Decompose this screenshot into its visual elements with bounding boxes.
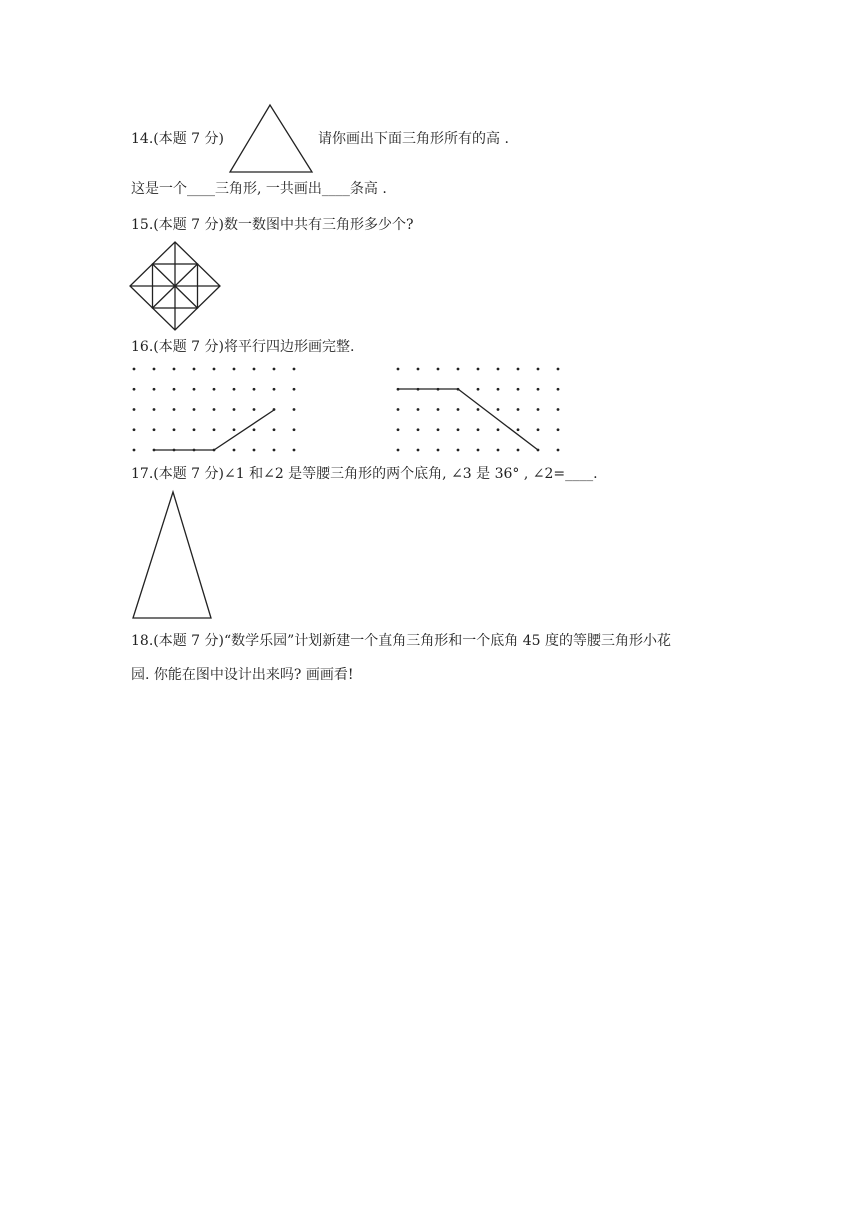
grid-dot <box>173 408 176 411</box>
grid-dot <box>557 428 560 431</box>
grid-dot <box>517 449 520 452</box>
grid-dot <box>173 428 176 431</box>
grid-dot <box>233 449 236 452</box>
grid-dot <box>517 368 520 371</box>
grid-dot <box>557 408 560 411</box>
grid-dot <box>153 368 156 371</box>
q14-triangle-figure <box>226 102 316 176</box>
grid-dot <box>133 408 136 411</box>
grid-dot <box>193 388 196 391</box>
grid-dot <box>517 428 520 431</box>
grid-dot <box>477 428 480 431</box>
grid-dot <box>437 408 440 411</box>
grid-dot <box>133 428 136 431</box>
grid-dot <box>457 368 460 371</box>
q16-text: 16.(本题 7 分)将平行四边形画完整. <box>131 339 355 355</box>
grid-dot <box>253 408 256 411</box>
grid-dot <box>477 388 480 391</box>
grid-dot <box>233 428 236 431</box>
grid-dot <box>153 428 156 431</box>
grid-dot <box>497 408 500 411</box>
grid-dot <box>497 449 500 452</box>
grid-dot <box>233 408 236 411</box>
grid-dot <box>213 408 216 411</box>
grid-dot <box>253 449 256 452</box>
grid-dot <box>457 428 460 431</box>
grid-dot <box>397 408 400 411</box>
q14-instruction: 请你画出下面三角形所有的高 . <box>318 131 509 147</box>
grid-dot <box>233 388 236 391</box>
q14-label: 14.(本题 7 分) <box>131 131 224 147</box>
grid-dot <box>273 368 276 371</box>
grid-dot <box>477 368 480 371</box>
grid-dot <box>417 368 420 371</box>
grid-dot <box>477 449 480 452</box>
q15-diamond-grid-figure <box>128 240 224 334</box>
q18-text-line2: 园. 你能在图中设计出来吗? 画画看! <box>131 667 354 683</box>
q14-fill-in-line: 这是一个____三角形, 一共画出____条高 . <box>131 181 387 197</box>
grid-dot <box>153 388 156 391</box>
grid-dot <box>417 428 420 431</box>
grid-dot <box>417 408 420 411</box>
grid-dot <box>457 408 460 411</box>
grid-dot <box>537 368 540 371</box>
grid-dot <box>397 449 400 452</box>
q16-right-partial-parallelogram <box>398 389 538 450</box>
grid-dot <box>193 368 196 371</box>
grid-dot <box>517 388 520 391</box>
q15-text: 15.(本题 7 分)数一数图中共有三角形多少个? <box>131 217 414 233</box>
grid-dot <box>477 408 480 411</box>
q17-text: 17.(本题 7 分)∠1 和∠2 是等腰三角形的两个底角, ∠3 是 36° , ∠2=____. <box>131 466 598 482</box>
grid-dot <box>397 428 400 431</box>
grid-dot <box>417 449 420 452</box>
grid-dot <box>253 388 256 391</box>
grid-dot <box>437 449 440 452</box>
grid-dot <box>273 388 276 391</box>
grid-dot <box>253 428 256 431</box>
grid-dot <box>193 428 196 431</box>
grid-dot <box>293 428 296 431</box>
q16-dot-grid-right <box>388 362 568 460</box>
grid-dot <box>497 428 500 431</box>
q17-isosceles-triangle-figure <box>128 488 218 622</box>
grid-dot <box>133 388 136 391</box>
grid-dot <box>173 368 176 371</box>
grid-dot <box>293 449 296 452</box>
grid-dot <box>193 408 196 411</box>
grid-dot <box>497 388 500 391</box>
grid-dot <box>537 428 540 431</box>
q18-text-line1: 18.(本题 7 分)“数学乐园”计划新建一个直角三角形和一个底角 45 度的等腰三角形小花 <box>131 633 672 649</box>
grid-dot <box>153 408 156 411</box>
grid-dot <box>213 388 216 391</box>
grid-dot <box>457 449 460 452</box>
q16-dot-grid-left <box>124 362 304 460</box>
grid-dot <box>253 368 256 371</box>
grid-dot <box>293 408 296 411</box>
grid-dot <box>173 388 176 391</box>
grid-dot <box>537 408 540 411</box>
grid-dot <box>557 368 560 371</box>
grid-dot <box>233 368 236 371</box>
grid-dot <box>557 388 560 391</box>
grid-dot <box>133 368 136 371</box>
grid-dot <box>293 368 296 371</box>
grid-dot <box>517 408 520 411</box>
grid-dot <box>437 368 440 371</box>
grid-dot <box>213 368 216 371</box>
grid-dot <box>293 388 296 391</box>
grid-dot <box>213 428 216 431</box>
grid-dot <box>397 368 400 371</box>
grid-dot <box>537 388 540 391</box>
grid-dot <box>437 428 440 431</box>
grid-dot <box>557 449 560 452</box>
grid-dot <box>497 368 500 371</box>
grid-dot <box>133 449 136 452</box>
grid-dot <box>273 428 276 431</box>
grid-dot <box>273 449 276 452</box>
